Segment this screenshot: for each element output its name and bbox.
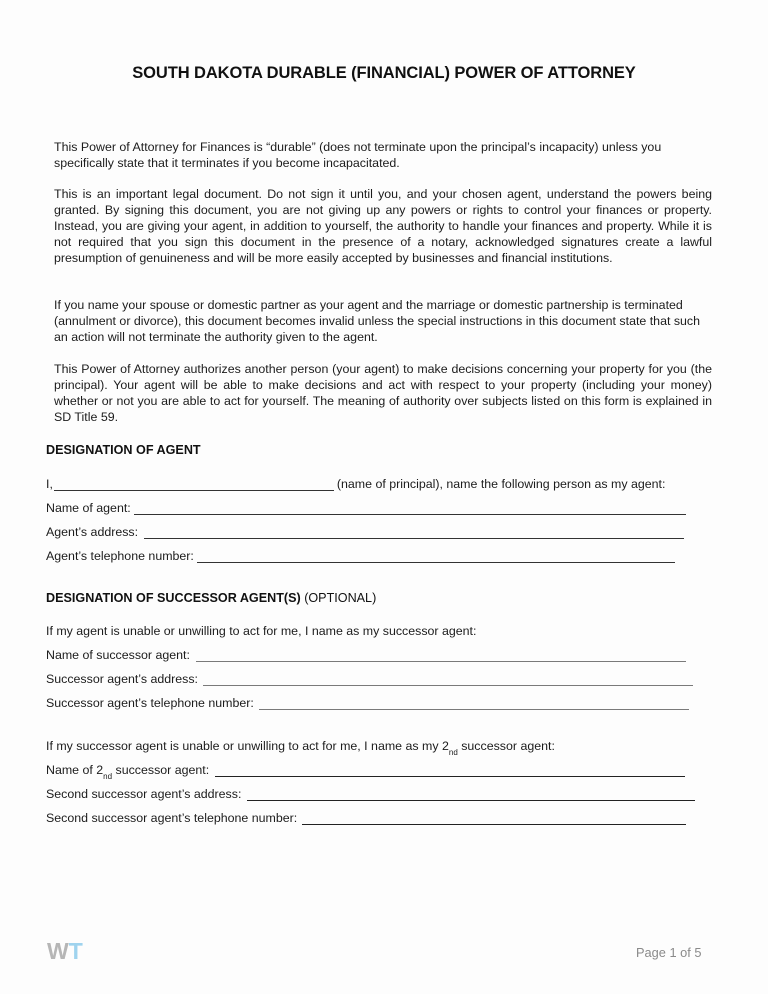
- successor-name-row: [46, 646, 689, 662]
- second-successor-name-label: Name of 2: [46, 763, 104, 777]
- second-successor-phone-row: [46, 809, 689, 825]
- intro-paragraph-durable: This Power of Attorney for Finances is “durable” (does not terminate upon the principal’s incapacity) unless you specifically state that it terminates if you become incapacitated.: [54, 140, 662, 170]
- logo-t: T: [68, 938, 83, 964]
- designation-of-agent-heading: DESIGNATION OF AGENT: [46, 443, 201, 457]
- successor-heading-note: (OPTIONAL): [304, 591, 377, 605]
- second-successor-name-label-end: successor agent:: [112, 763, 210, 777]
- page-number: Page 1 of 5: [636, 945, 702, 960]
- principal-prefix: I,: [46, 477, 53, 491]
- page-title: SOUTH DAKOTA DURABLE (FINANCIAL) POWER OF ATTORNEY: [132, 64, 636, 82]
- successor-name-field[interactable]: [196, 649, 686, 662]
- second-successor-intro-text: If my successor agent is unable or unwilling to act for me, I name as my 2: [46, 739, 449, 753]
- second-successor-address-row: [46, 785, 698, 801]
- second-successor-name-row: Name of 2 nd successor agent:: [46, 761, 688, 777]
- agent-name-field[interactable]: [134, 502, 686, 515]
- designation-of-successor-heading: [46, 591, 376, 605]
- second-successor-phone-label: Second successor agent’s telephone number:: [46, 811, 298, 825]
- intro-paragraph-authorization: This Power of Attorney authorizes another person (your agent) to make decisions concerning your property for you (the principal). Your agent will be able to make decisions and act with respect to your property (including your money) whether or not you are able to act for yourself. The meaning of authority over subjects listed on this form is explained in SD Title 59.: [54, 362, 712, 424]
- logo-w: W: [47, 938, 69, 964]
- second-successor-address-field[interactable]: [247, 788, 695, 801]
- agent-address-label: Agent’s address:: [46, 525, 139, 539]
- principal-suffix: (name of principal), name the following person as my agent:: [336, 477, 666, 491]
- successor-phone-label: Successor agent’s telephone number:: [46, 696, 254, 710]
- successor-address-label: Successor agent’s address:: [46, 672, 198, 686]
- second-successor-intro-end: successor agent:: [457, 739, 555, 753]
- successor-heading-text: DESIGNATION OF SUCCESSOR AGENT(S): [46, 591, 301, 605]
- agent-phone-field[interactable]: [197, 550, 675, 563]
- principal-name-row: [46, 475, 665, 491]
- successor-name-label: Name of successor agent:: [46, 648, 190, 662]
- second-successor-name-field[interactable]: [215, 764, 685, 777]
- successor-phone-row: [46, 694, 692, 710]
- successor-intro: If my agent is unable or unwilling to act for me, I name as my successor agent:: [46, 624, 477, 638]
- successor-address-row: [46, 670, 696, 686]
- agent-phone-row: [46, 547, 678, 563]
- intro-paragraph-spouse: If you name your spouse or domestic partner as your agent and the marriage or domestic partnership is terminated (annulment or divorce), this document becomes invalid unless the special instructions in this document state that such an action will not terminate the authority given to the agent.: [54, 298, 701, 344]
- agent-address-row: [46, 523, 687, 539]
- wt-logo: [47, 938, 83, 965]
- successor-address-field[interactable]: [203, 673, 693, 686]
- second-successor-intro: If my successor agent is unable or unwilling to act for me, I name as my 2 nd successor agent:: [46, 739, 555, 757]
- agent-address-field[interactable]: [144, 526, 684, 539]
- principal-name-field[interactable]: [54, 478, 334, 491]
- second-successor-phone-field[interactable]: [302, 812, 686, 825]
- successor-phone-field[interactable]: [259, 697, 689, 710]
- agent-phone-label: Agent’s telephone number:: [46, 549, 194, 563]
- second-successor-address-label: Second successor agent’s address:: [46, 787, 242, 801]
- agent-name-label: Name of agent:: [46, 501, 131, 515]
- intro-paragraph-legal-notice: This is an important legal document. Do not sign it until you, and your chosen agent, understand the powers being granted. By signing this document, you are not giving up any powers or rights to control your finances or property. Instead, you are giving your agent, in addition to yourself, the authority to handle your finances and property. While it is not required that you sign this document in the presence of a notary, acknowledged signatures create a lawful presumption of genuineness and will be more easily accepted by businesses and financial institutions.: [54, 187, 712, 265]
- agent-name-row: [46, 499, 689, 515]
